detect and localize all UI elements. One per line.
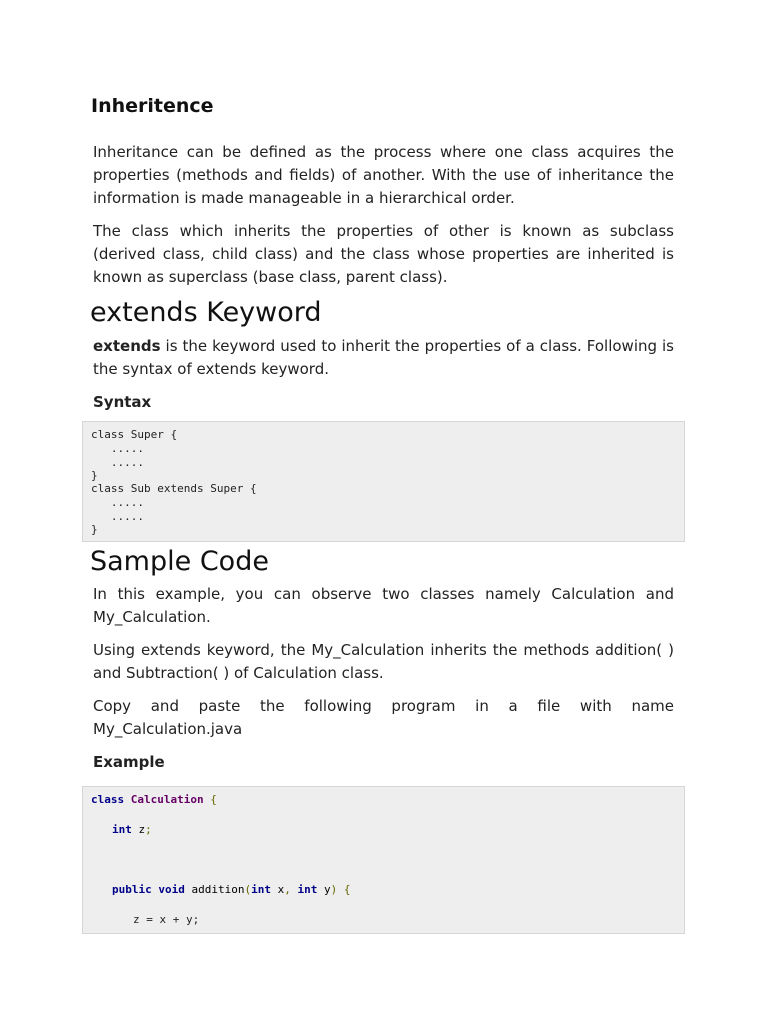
inheritance-paragraph-2: The class which inherits the properties of other is known as subclass (derived class, child class) and the class whose properties are inherited is known as superclass (base class, parent class). xyxy=(93,222,674,286)
extends-description xyxy=(93,335,674,381)
example-line-1 xyxy=(91,793,217,806)
code-punctuation: { xyxy=(210,793,217,806)
code-keyword: void xyxy=(158,883,185,896)
code-identifier: y xyxy=(323,883,331,896)
sample-paragraph-3: Copy and paste the following program in a file with name My_Calculation.java xyxy=(93,697,674,738)
syntax-line-1: class Super { xyxy=(91,428,178,441)
syntax-code-block xyxy=(82,421,685,542)
syntax-label: Syntax xyxy=(93,393,152,411)
code-punctuation: ) xyxy=(330,883,338,896)
code-punctuation: { xyxy=(343,883,351,896)
sample-code-heading: Sample Code xyxy=(90,546,269,577)
syntax-line-5: class Sub extends Super { xyxy=(91,482,257,495)
sample-paragraph-2: Using extends keyword, the My_Calculation inherits the methods addition( ) and Subtraction( ) of Calculation class. xyxy=(93,641,674,682)
syntax-line-3: ..... xyxy=(91,456,144,469)
code-keyword: class xyxy=(91,793,125,806)
code-keyword: int xyxy=(112,823,132,836)
code-type: Calculation xyxy=(130,793,204,806)
example-line-4: z = x + y; xyxy=(133,913,200,926)
inheritance-heading: Inheritence xyxy=(91,95,214,117)
code-keyword: int xyxy=(251,883,271,896)
code-punctuation: ( xyxy=(244,883,252,896)
code-punctuation: , xyxy=(284,883,291,896)
example-line-3 xyxy=(112,883,350,896)
extends-keyword-heading: extends Keyword xyxy=(90,297,322,328)
sample-paragraph-1: In this example, you can observe two classes namely Calculation and My_Calculation. xyxy=(93,585,674,626)
code-keyword: public xyxy=(112,883,152,896)
syntax-line-7: ..... xyxy=(91,510,144,523)
extends-keyword-bold: extends xyxy=(93,337,161,355)
extends-description-text: is the keyword used to inherit the properties of a class. Following is the syntax of extends keyword. xyxy=(93,337,674,378)
syntax-line-6: ..... xyxy=(91,496,144,509)
code-punctuation: ; xyxy=(145,823,152,836)
example-code-block xyxy=(82,786,685,934)
code-identifier: x xyxy=(277,883,285,896)
example-line-2 xyxy=(112,823,152,836)
syntax-line-2: ..... xyxy=(91,442,144,455)
code-method-name: addition xyxy=(191,883,245,896)
code-keyword: int xyxy=(297,883,318,896)
syntax-line-4: } xyxy=(91,469,98,482)
inheritance-paragraph-1: Inheritance can be defined as the process where one class acquires the properties (methods and fields) of another. With the use of inheritance the information is made manageable in a hierarchical order. xyxy=(93,143,674,207)
code-identifier: z xyxy=(138,823,146,836)
example-label: Example xyxy=(93,753,165,771)
syntax-line-8: } xyxy=(91,523,98,536)
